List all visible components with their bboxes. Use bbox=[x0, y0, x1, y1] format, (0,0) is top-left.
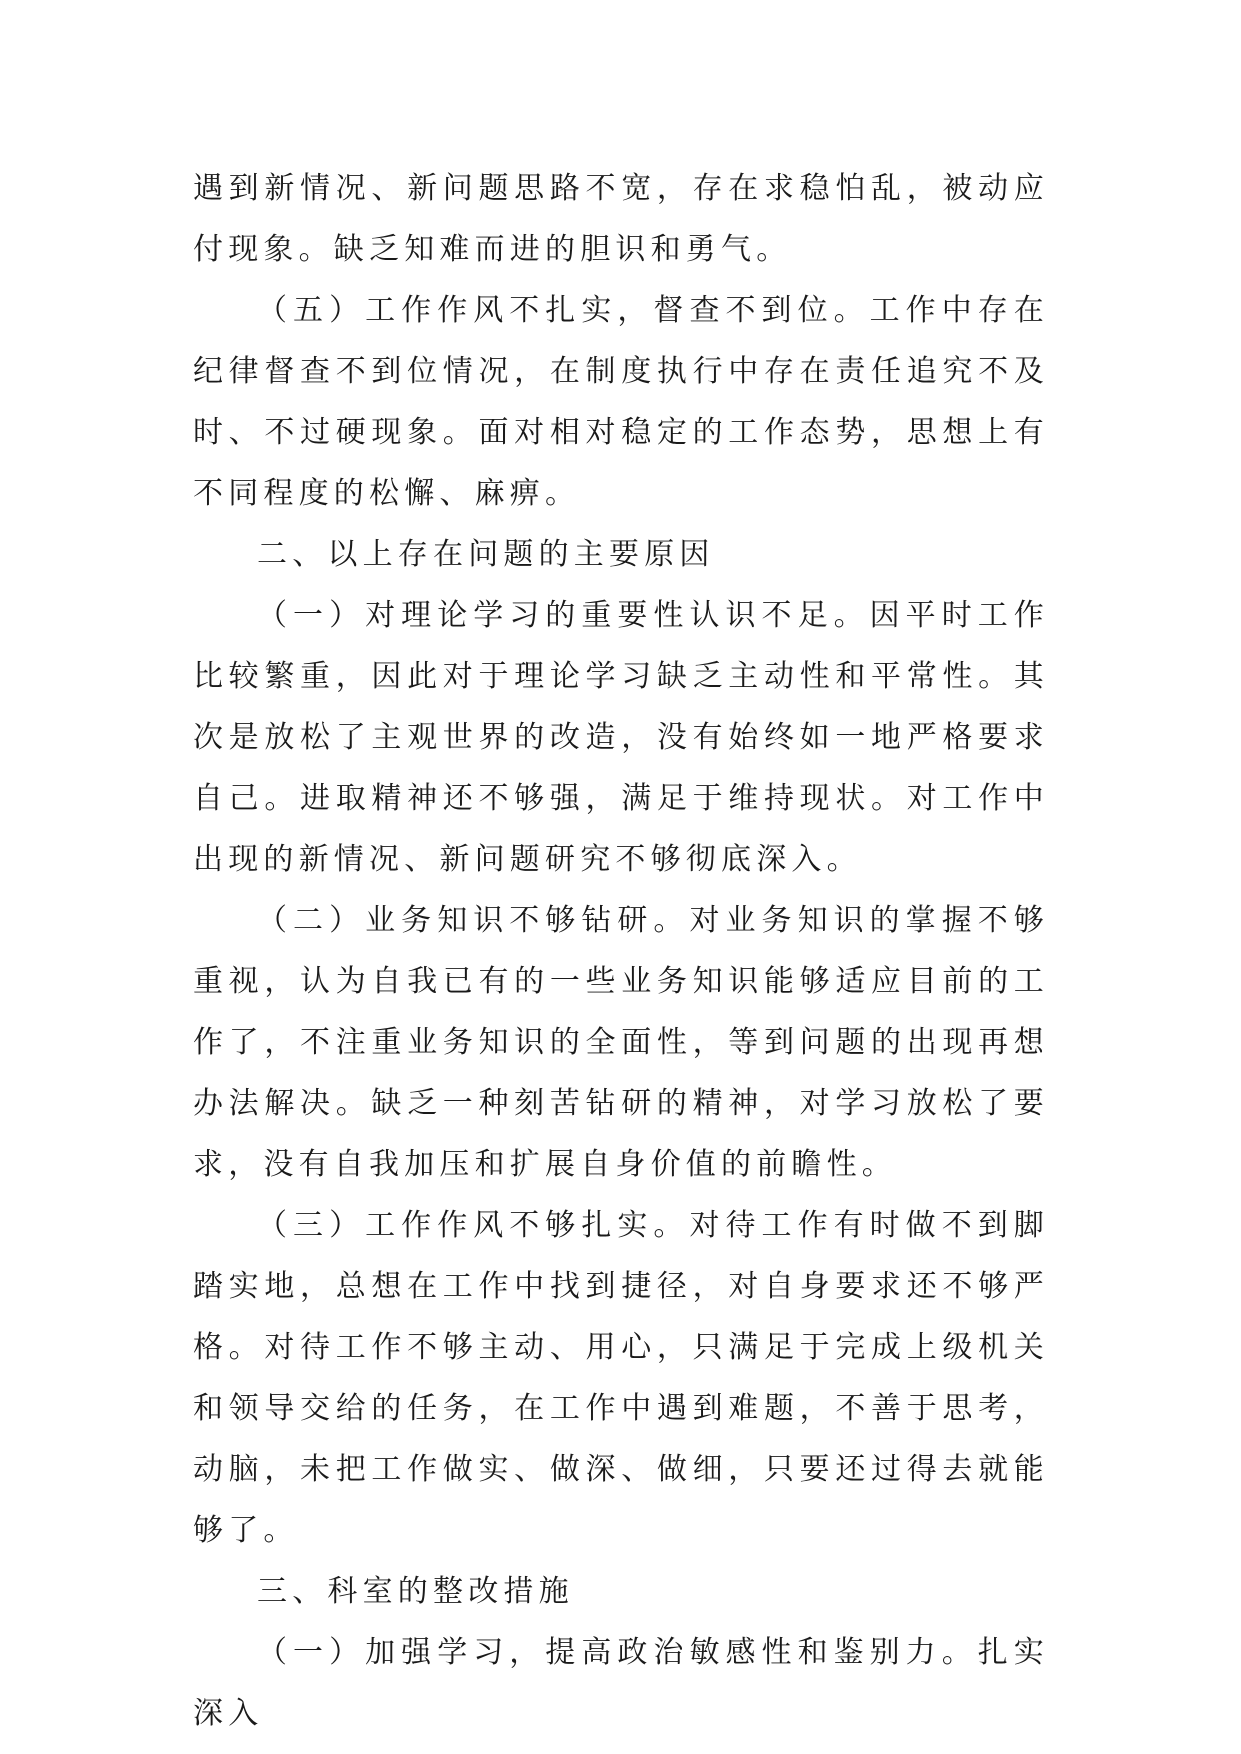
paragraph-measure-one: （一）加强学习，提高政治敏感性和鉴别力。扎实深入 bbox=[193, 1635, 1049, 1731]
paragraph-cause-one: （一）对理论学习的重要性认识不足。因平时工作比较繁重，因此对于理论学习缺乏主动性和平常性。其次是放松了主观世界的改造，没有始终如一地严格要求自己。进取精神还不够强，满足于维持现状。对工作中出现的新情况、新问题研究不够彻底深入。 bbox=[193, 598, 1049, 877]
section-heading-two: 二、以上存在问题的主要原因 bbox=[257, 537, 715, 572]
document-body bbox=[193, 158, 1049, 1744]
section-heading-three: 三、科室的整改措施 bbox=[257, 1574, 574, 1609]
paragraph-cause-three: （三）工作作风不够扎实。对待工作有时做不到脚踏实地，总想在工作中找到捷径，对自身要求还不够严格。对待工作不够主动、用心，只满足于完成上级机关和领导交给的任务，在工作中遇到难题，不善于思考，动脑，未把工作做实、做深、做细，只要还过得去就能够了。 bbox=[193, 1208, 1049, 1548]
paragraph-item-five: （五）工作作风不扎实，督查不到位。工作中存在纪律督查不到位情况，在制度执行中存在责任追究不及时、不过硬现象。面对相对稳定的工作态势，思想上有不同程度的松懈、麻痹。 bbox=[193, 293, 1049, 511]
paragraph-cause-two: （二）业务知识不够钻研。对业务知识的掌握不够重视，认为自我已有的一些业务知识能够适应目前的工作了，不注重业务知识的全面性，等到问题的出现再想办法解决。缺乏一种刻苦钻研的精神，对学习放松了要求，没有自我加压和扩展自身价值的前瞻性。 bbox=[193, 903, 1049, 1182]
paragraph-continuation: 遇到新情况、新问题思路不宽，存在求稳怕乱，被动应付现象。缺乏知难而进的胆识和勇气。 bbox=[193, 171, 1049, 267]
